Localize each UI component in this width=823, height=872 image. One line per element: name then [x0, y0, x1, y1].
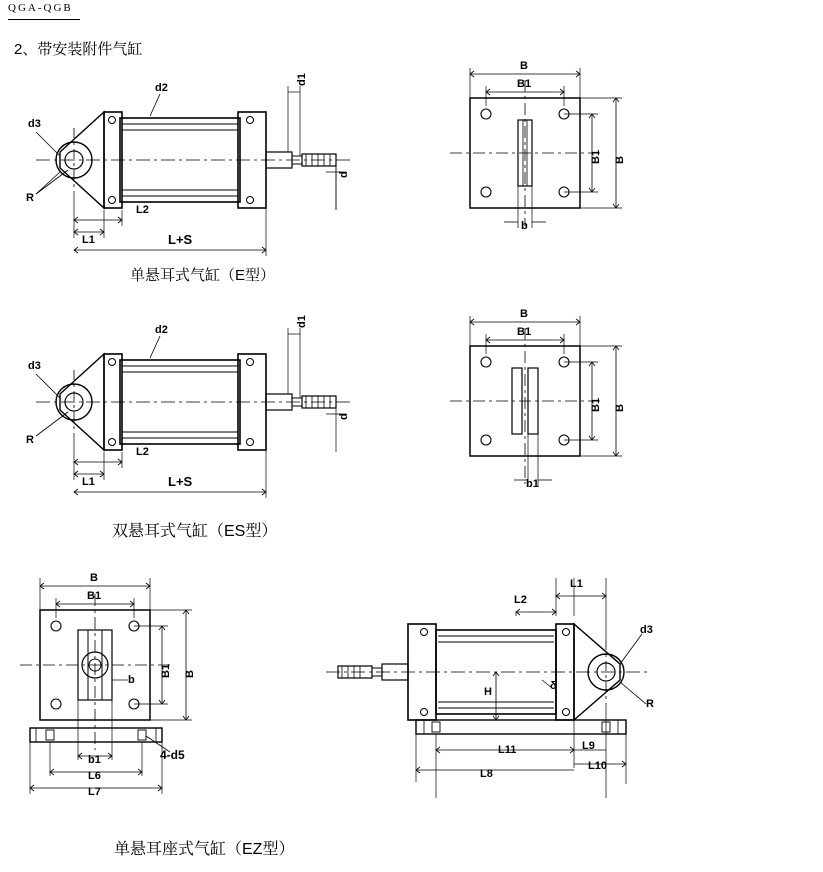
label-L7-3: L7: [88, 786, 101, 798]
label-L2-ez: L2: [514, 594, 527, 606]
label-L10-ez: L10: [588, 760, 607, 772]
label-L1: L1: [82, 234, 95, 246]
label-L2-2: L2: [136, 446, 149, 458]
label-B-top-2: B: [520, 308, 528, 320]
label-H-ez: H: [484, 686, 492, 698]
label-R: R: [26, 192, 34, 204]
label-d3-2: d3: [28, 360, 41, 372]
figure-ez-end-view-drawing: [0, 560, 300, 820]
figure-e-type-end-view-drawing: [430, 60, 690, 240]
label-d1-2: d1: [296, 315, 308, 328]
label-B-right-2: B: [614, 404, 626, 412]
label-LS-2: L+S: [168, 474, 193, 489]
label-b-bottom: b: [521, 220, 528, 232]
figure-ez-end-view: [0, 560, 300, 820]
label-L1-ez: L1: [570, 578, 583, 590]
label-L6-3: L6: [88, 770, 101, 782]
label-b1-bottom: b1: [526, 478, 539, 490]
section-title: 2、带安装附件气缸: [14, 41, 143, 58]
figure-e-type-drawing: [0, 60, 823, 280]
figure-es-type-end-view: [430, 308, 690, 498]
label-LS: L+S: [168, 232, 193, 247]
caption-fig1: 单悬耳式气缸（E型）: [130, 267, 276, 284]
label-d1: d1: [296, 73, 308, 86]
label-R-2: R: [26, 434, 34, 446]
figure-ez-side-view: [320, 572, 823, 822]
label-B1-right-3: B1: [160, 663, 172, 678]
label-B1-top-3: B1: [87, 590, 102, 602]
label-B1-top: B1: [517, 78, 532, 90]
figure-es-type-drawing: [0, 312, 823, 532]
label-d-2: d: [338, 413, 350, 420]
label-b-3: b: [128, 674, 135, 686]
label-d3-ez: d3: [640, 624, 653, 636]
page-header-code: QGA-QGB: [8, 2, 73, 14]
label-R-ez: R: [646, 698, 654, 710]
label-L1-2: L1: [82, 476, 95, 488]
label-B1-top-2: B1: [517, 326, 532, 338]
label-d: d: [338, 171, 350, 178]
label-B1-right: B1: [590, 149, 602, 164]
label-4-d5: 4-d5: [160, 748, 185, 762]
label-d3: d3: [28, 118, 41, 130]
label-L11-ez: L11: [498, 744, 517, 756]
label-B-right-3: B: [184, 670, 196, 678]
label-b1-3: b1: [88, 754, 101, 766]
label-B-right: B: [614, 156, 626, 164]
caption-fig3: 单悬耳座式气缸（EZ型）: [114, 841, 295, 858]
header-rule: [8, 19, 80, 20]
figure-e-type: [0, 60, 823, 280]
label-L2: L2: [136, 204, 149, 216]
figure-es-type: [0, 312, 823, 532]
label-d2: d2: [155, 82, 168, 94]
label-delta-ez: δ: [550, 680, 557, 692]
caption-fig2: 双悬耳式气缸（ES型）: [112, 523, 278, 540]
label-B-top: B: [520, 60, 528, 72]
figure-ez-side-view-drawing: [320, 572, 823, 822]
label-L8-ez: L8: [480, 768, 493, 780]
label-B-top-3: B: [90, 572, 98, 584]
label-B1-right-2: B1: [590, 397, 602, 412]
figure-e-type-end-view: [430, 60, 690, 240]
figure-es-type-end-view-drawing: [430, 308, 690, 498]
label-L9-ez: L9: [582, 740, 595, 752]
label-d2-2: d2: [155, 324, 168, 336]
